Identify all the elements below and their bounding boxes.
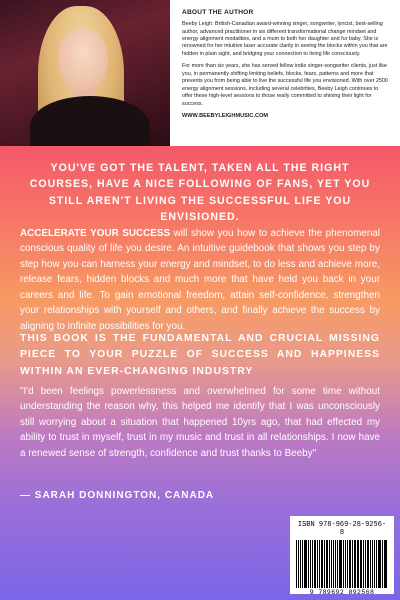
barcode-bar	[310, 540, 311, 588]
barcode-bar	[319, 540, 320, 588]
barcode-bar	[372, 540, 374, 588]
barcode-bar	[349, 540, 351, 588]
barcode-bar	[370, 540, 371, 588]
barcode-bar	[345, 540, 346, 588]
barcode-bar	[326, 540, 328, 588]
barcode-bar	[367, 540, 369, 588]
book-description-text: will show you how to achieve the phenomenal conscious quality of life you desire. An intuitive guidebook that shows you step by step how you can harness your energy and mindset, to do less and achieve more, release fears, hidden blocks and much more that have held you back in your careers and life. To gain emotional freedom, attain self-confidence, strengthen your relationships with yourself and others, and finally achieve the success by aligning to infinite possibilities for you.	[20, 228, 381, 332]
barcode-bar	[352, 540, 353, 588]
barcode-bar	[363, 540, 364, 588]
barcode-bar	[308, 540, 309, 588]
author-bio-paragraph-2: For more than six years, she has served fellow indie singer-songwriter clients, just like you, in permanently shifting limiting beliefs, blocks, fears, patterns and more that prevents you from being able to live the successful life you envisioned. With over 2500 energy alignment sessions, including several celebrities, Beeby Leigh continues to offer these high-level sessions to those really committed to shining their light for success.	[182, 63, 388, 107]
barcode-bar	[300, 540, 302, 588]
barcode-bar	[337, 540, 338, 588]
missing-piece-statement: THIS BOOK IS THE FUNDAMENTAL AND CRUCIAL MISSING PIECE TO YOUR PUZZLE OF SUCCESS AND HAPPINESS WITHIN AN EVER-CHANGING INDUSTRY	[20, 333, 380, 377]
barcode-bar	[329, 540, 330, 588]
author-heading: ABOUT THE AUTHOR	[182, 9, 254, 16]
author-website[interactable]: WWW.BEEBYLEIGHMUSIC.COM	[182, 113, 269, 120]
barcode-bar	[321, 540, 324, 588]
barcode-bar	[355, 540, 356, 588]
barcode-bars	[296, 540, 388, 588]
isbn-barcode	[290, 516, 394, 594]
barcode-bar	[335, 540, 336, 588]
barcode-bar	[354, 540, 355, 588]
barcode-bar	[317, 540, 318, 588]
barcode-bar	[331, 540, 332, 588]
barcode-bar	[333, 540, 335, 588]
testimonial-quote: "I'd been feelings powerlessness and overwhelmed for some time without understanding the reason why, this helped me identify that I was unconsciously still worrying about a situation that happened 10yrs ago, that had effected my ability to trust in myself, trust in my music and trust in all relationships. I now have a renewed sense of strength, confidence and trust thanks to Beeby"	[20, 386, 380, 459]
testimonial-attribution: — SARAH DONNINGTON, CANADA	[20, 490, 215, 501]
barcode-bar	[347, 540, 348, 588]
barcode-bar	[339, 540, 342, 588]
barcode-bar	[314, 540, 316, 588]
author-bio-paragraph-1: Beeby Leigh: British-Canadian award-winning singer, songwriter, lyricist, best-selling author, advanced practitioner in six different transformational change mindset and energy alignment modalities, and a mum to both her daughter and fur baby. She is renowned for her intuitive laser accurate clarity in seeing the blocks within you that are hidden in plain sight, and bridging your connection to living life consciously.	[182, 21, 388, 57]
barcode-bar	[384, 540, 385, 588]
barcode-bar	[296, 540, 297, 588]
author-photo-shoulder	[30, 96, 150, 146]
barcode-bar	[374, 540, 375, 588]
barcode-bar	[298, 540, 299, 588]
barcode-bar	[385, 540, 387, 588]
barcode-bar	[357, 540, 359, 588]
barcode-bar	[304, 540, 307, 588]
author-bio	[170, 0, 400, 146]
barcode-bar	[365, 540, 366, 588]
headline: YOU'VE GOT THE TALENT, TAKEN ALL THE RIGHT COURSES, HAVE A NICE FOLLOWING OF FANS, YET YOU STILL AREN'T LIVING THE SUCCESSFUL LIFE YOU ENVISIONED.	[29, 162, 371, 224]
isbn-label: ISBN 978-969-28-9256-8	[297, 521, 387, 537]
about-author-panel	[0, 0, 400, 146]
barcode-bar	[302, 540, 303, 588]
barcode-bar	[360, 540, 363, 588]
barcode-digits: 9 789692 892568	[309, 589, 375, 596]
barcode-bar	[382, 540, 383, 588]
barcode-bar	[378, 540, 381, 588]
author-photo	[0, 0, 170, 146]
barcode-bar	[343, 540, 345, 588]
barcode-bar	[324, 540, 325, 588]
barcode-bar	[376, 540, 377, 588]
author-photo-face	[58, 28, 108, 90]
book-description	[20, 226, 380, 334]
book-title-inline: ACCELERATE YOUR SUCCESS	[20, 228, 171, 239]
barcode-bar	[312, 540, 314, 588]
